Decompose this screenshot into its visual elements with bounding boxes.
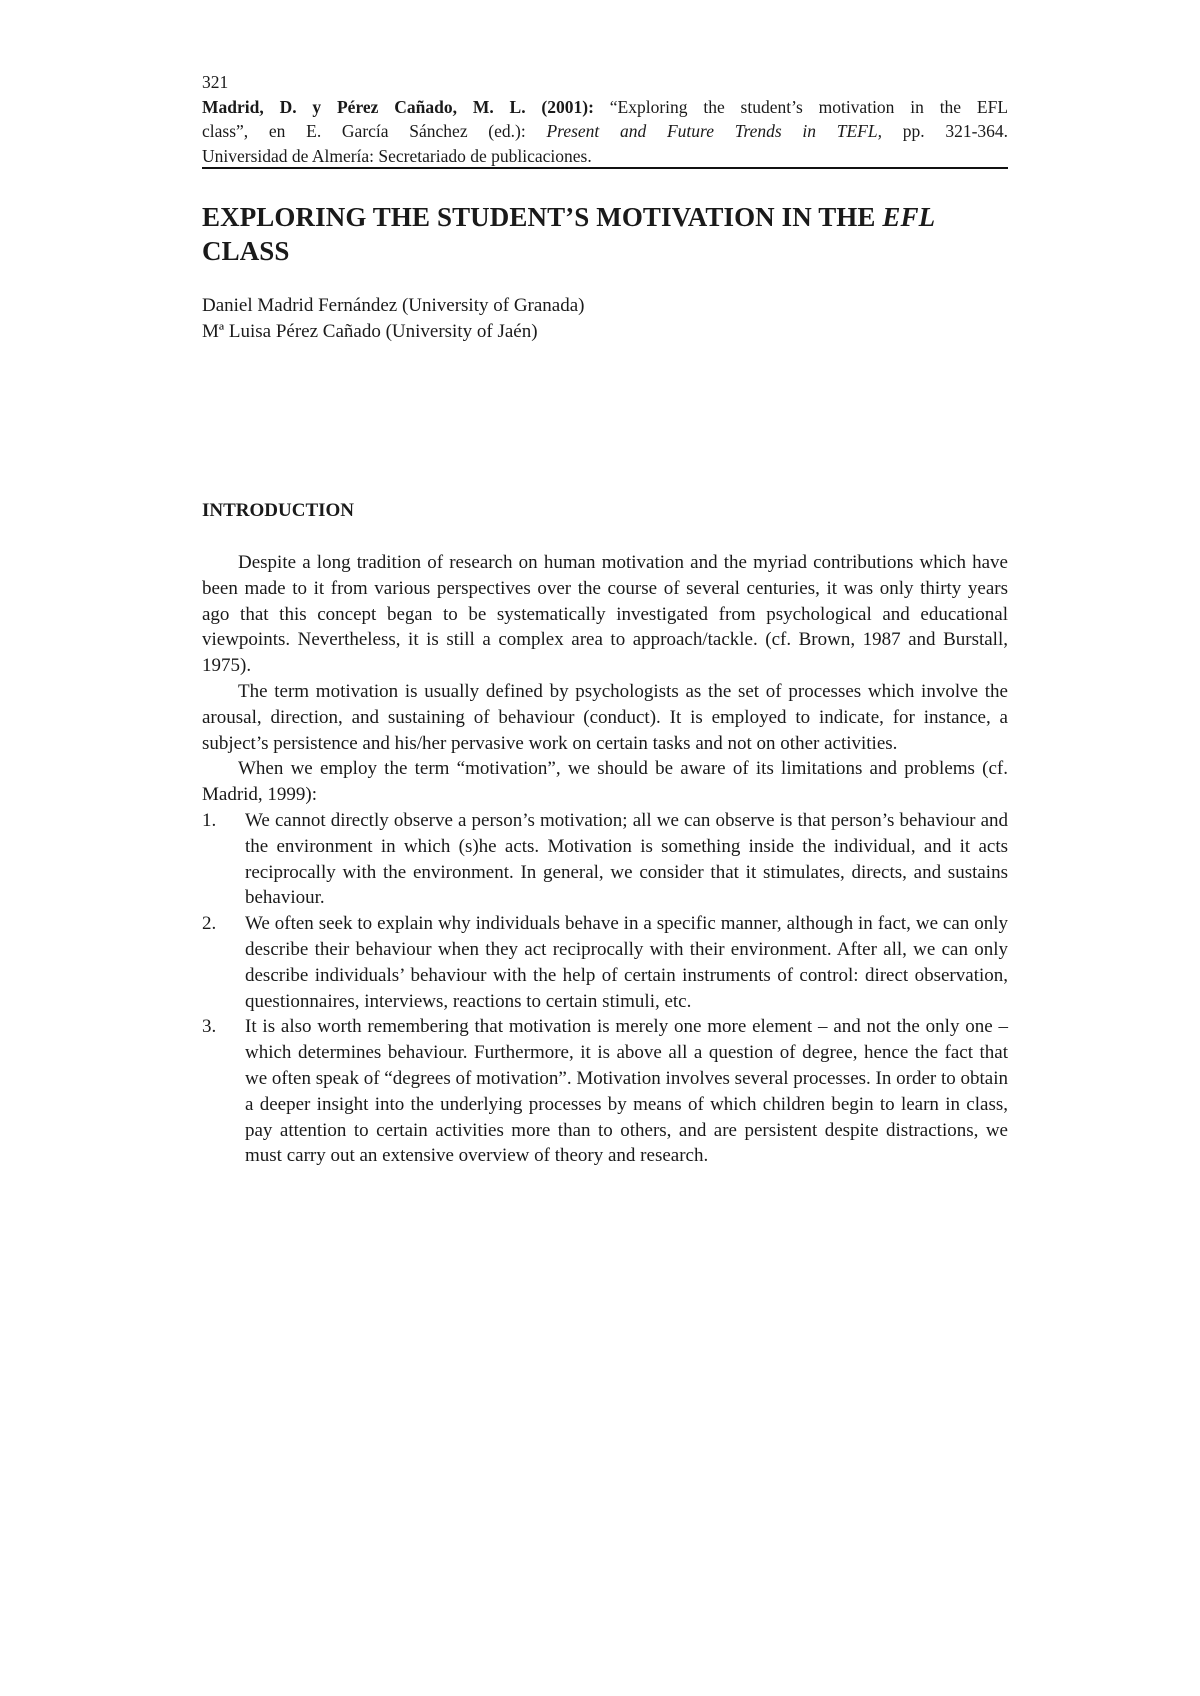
- citation-header: [202, 70, 1008, 168]
- numbered-list: [202, 808, 1008, 1169]
- title-main: EXPLORING THE STUDENT’S MOTIVATION IN THE: [202, 202, 876, 232]
- title-italic: EFL: [882, 202, 936, 232]
- list-text-2: We often seek to explain why individuals behave in a specific manner, although in fact, we can only describe their behaviour when they act reciprocally with their environment. After all, we can only describe individuals’ behaviour with the help of certain instruments of control: direct observation, questionnaires, interviews, reactions to certain stimuli, etc.: [245, 913, 1008, 1012]
- citation-pages: pp. 321-364.: [902, 121, 1009, 141]
- author-2: Mª Luisa Pérez Cañado (University of Jaén): [202, 321, 538, 342]
- paragraph-1: Despite a long tradition of research on human motivation and the myriad contributions which have been made to it from various perspectives over the course of several centuries, it was only thirty years ago that this concept began to be systematically investigated from psychological and educational viewpoints. Nevertheless, it is still a complex area to approach/tackle. (cf. Brown, 1987 and Burstall, 1975).: [202, 552, 1008, 677]
- list-item-2: [202, 911, 1008, 1014]
- list-text-1: We cannot directly observe a person’s motivation; all we can observe is that person’s behaviour and the environment in which (s)he acts. Motivation is something inside the individual, and it acts reciprocally with the environment. In general, we consider that it stimulates, directs, and sustains behaviour.: [245, 809, 1008, 909]
- list-number-3: 3.: [202, 1016, 217, 1038]
- citation-authors: Madrid, D. y Pérez Cañado, M. L. (2001):: [202, 96, 594, 117]
- citation-line-2: [202, 119, 1008, 144]
- paper-title: [202, 200, 1008, 268]
- title-second-line: CLASS: [202, 236, 290, 266]
- list-item-1: [202, 808, 1008, 911]
- paragraph-3: When we employ the term “motivation”, we should be aware of its limitations and problems (cf. Madrid, 1999):: [202, 758, 1008, 806]
- citation-line-1: [202, 95, 1008, 120]
- list-text-3: It is also worth remembering that motivation is merely one more element – and not the only one – which determines behaviour. Furthermore, it is above all a question of degree, hence the fact that we often speak of “degrees of motivation”. Motivation involves several processes. In order to obtain a deeper insight into the underlying processes by means of which children begin to learn in class, pay attention to certain activities more than to others, and are persistent despite distractions, we must carry out an extensive overview of theory and research.: [245, 1016, 1008, 1167]
- author-list: [202, 293, 1008, 345]
- author-1: Daniel Madrid Fernández (University of Granada): [202, 295, 585, 316]
- citation-book-title: Present and Future Trends in TEFL,: [546, 121, 882, 141]
- header-rule: [202, 167, 1008, 169]
- section-body: [202, 550, 1008, 1169]
- paragraph-2: The term motivation is usually defined by psychologists as the set of processes which involve the arousal, direction, and sustaining of behaviour (conduct). It is employed to indicate, for instance, a subject’s persistence and his/her pervasive work on certain tasks and not on other activities.: [202, 680, 1008, 754]
- page-number: 321: [202, 72, 229, 92]
- citation-editor: class”, en E. García Sánchez (ed.):: [202, 121, 526, 141]
- citation-article-title: “Exploring the student’s motivation in the EFL: [609, 96, 1009, 117]
- citation-publisher: Universidad de Almería: Secretariado de publicaciones.: [202, 145, 592, 166]
- list-number-1: 1.: [202, 809, 217, 831]
- section-heading: INTRODUCTION: [202, 500, 355, 521]
- list-number-2: 2.: [202, 913, 217, 935]
- list-item-3: [202, 1014, 1008, 1169]
